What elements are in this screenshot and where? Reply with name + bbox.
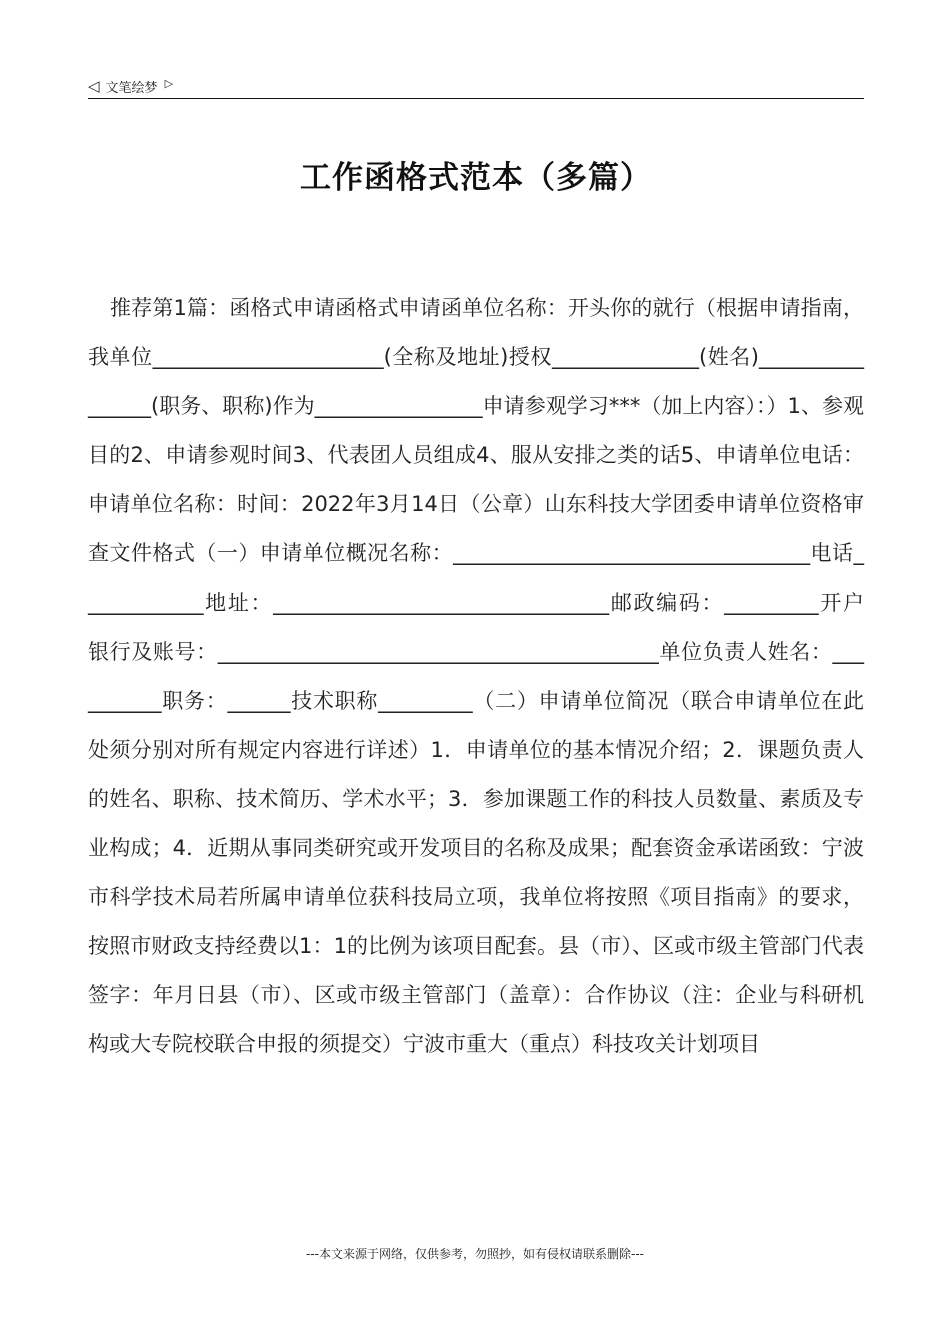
document-title: 工作函格式范本（多篇） [300, 160, 652, 196]
triangle-left-icon: ◁ [88, 76, 100, 95]
triangle-right-icon: ▷ [164, 76, 174, 90]
document-body: 推荐第1篇：函格式申请函格式申请函单位名称：开头你的就行（根据申请指南，我单位______________________(全称及地址)授权______________(姓名)________________(职务、职称)作为________________申请参观学习***（加上内容）：）1、参观目的2、申请参观时间3、代表团人员组成4、服从安排之类的话5、申请单位电话：申请单位名称：时间：2022年3月14日（公章）山东科技大学团委申请单位资格审查文件格式（一）申请单位概况名称：__________________________________电话____________地址：________________________________邮政编码：_________开户银行及账号：__________________________________________单位负责人姓名：__________职务：______技术职称_________（二）申请单位简况（联合申请单位在此处须分别对所有规定内容进行详述）1．申请单位的基本情况介绍；2．课题负责人的姓名、职称、技术简历、学术水平；3．参加课题工作的科技人员数量、素质及专业构成；4．近期从事同类研究或开发项目的名称及成果；配套资金承诺函致：宁波市科学技术局若所属申请单位获科技局立项，我单位将按照《项目指南》的要求，按照市财政支持经费以1：1的比例为该项目配套。县（市）、区或市级主管部门代表签字：年月日县（市）、区或市级主管部门（盖章）：合作协议（注：企业与科研机构或大专院校联合申报的须提交）宁波市重大（重点）科技攻关计划项目 [88, 296, 864, 1057]
page-header [88, 74, 864, 99]
page-footer: ---本文来源于网络，仅供参考，勿照抄，如有侵权请联系删除--- [306, 1247, 644, 1261]
header-text: 文笔绘梦 [105, 80, 158, 96]
